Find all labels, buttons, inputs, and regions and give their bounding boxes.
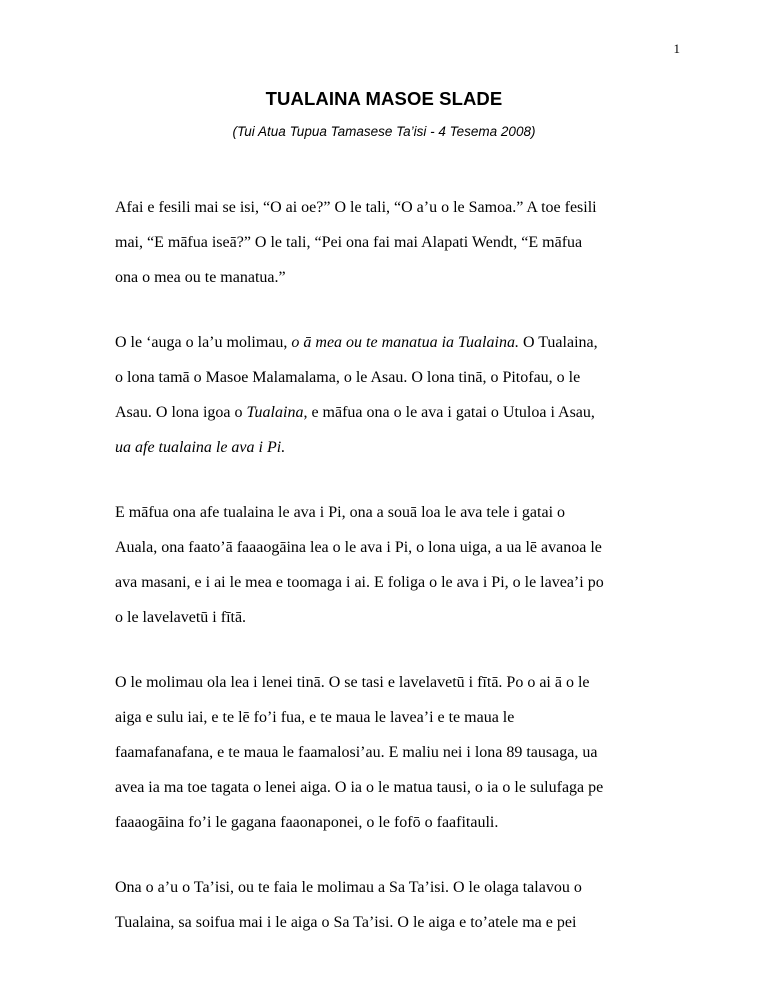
paragraph-line: o lona tamā o Masoe Malamalama, o le Asau. O lona tinā, o Pitofau, o le	[115, 369, 581, 386]
document-body	[115, 190, 675, 970]
paragraph-line: faamafanafana, e te maua le faamalosi’au. E maliu nei i lona 89 tausaga, ua	[115, 744, 598, 761]
paragraph-line: E māfua ona afe tualaina le ava i Pi, ona a souā loa le ava tele i gatai o	[115, 504, 566, 521]
paragraph-line	[115, 430, 675, 465]
italic-text-run: o ā mea ou te manatua ia Tualaina.	[291, 334, 519, 351]
text-run: O le ‘auga o la’u molimau,	[115, 334, 292, 351]
paragraph-line: aiga e sulu iai, e te lē fo’i fua, e te maua le lavea’i e te maua le	[115, 709, 515, 726]
paragraph-3	[115, 495, 675, 635]
paragraph-line: faaaogāina fo’i le gagana faaonaponei, o le fofō o faafitauli.	[115, 814, 499, 831]
paragraph-line: ona o mea ou te manatua.”	[115, 269, 286, 286]
paragraph-line: Tualaina, sa soifua mai i le aiga o Sa Ta’isi. O le aiga e to’atele ma e pei	[115, 914, 577, 931]
paragraph-line	[115, 395, 675, 430]
text-run: , e māfua ona o le ava i gatai o Utuloa i Asau,	[303, 404, 595, 421]
document-subtitle: (Tui Atua Tupua Tamasese Ta’isi - 4 Tesema 2008)	[232, 124, 536, 139]
document-title: TUALAINA MASOE SLADE	[265, 88, 503, 109]
paragraph-1	[115, 190, 675, 295]
paragraph-line: mai, “E māfua iseā?” O le tali, “Pei ona fai mai Alapati Wendt, “E māfua	[115, 234, 583, 251]
italic-text-run: Tualaina	[246, 404, 304, 421]
text-run: Asau. O lona igoa o	[115, 404, 247, 421]
paragraph-4	[115, 665, 675, 840]
paragraph-line: avea ia ma toe tagata o lenei aiga. O ia o le matua tausi, o ia o le sulufaga pe	[115, 779, 604, 796]
paragraph-line: Auala, ona faato’ā faaaogāina lea o le ava i Pi, o lona uiga, a ua lē avanoa le	[115, 539, 602, 556]
paragraph-line: o le lavelavetū i fītā.	[115, 609, 247, 626]
paragraph-line	[115, 325, 675, 360]
italic-text-run: ua afe tualaina le ava i Pi.	[115, 439, 286, 456]
paragraph-line: O le molimau ola lea i lenei tinā. O se tasi e lavelavetū i fītā. Po o ai ā o le	[115, 674, 590, 691]
paragraph-line: Afai e fesili mai se isi, “O ai oe?” O le tali, “O a’u o le Samoa.” A toe fesili	[115, 199, 597, 216]
paragraph-line: ava masani, e i ai le mea e toomaga i ai. E foliga o le ava i Pi, o le lavea’i po	[115, 574, 604, 591]
paragraph-5	[115, 870, 675, 940]
paragraph-line: Ona o a’u o Ta’isi, ou te faia le molimau a Sa Ta’isi. O le olaga talavou o	[115, 879, 582, 896]
text-run: O Tualaina,	[518, 334, 598, 351]
paragraph-2	[115, 325, 675, 465]
page-number: 1	[673, 41, 680, 56]
